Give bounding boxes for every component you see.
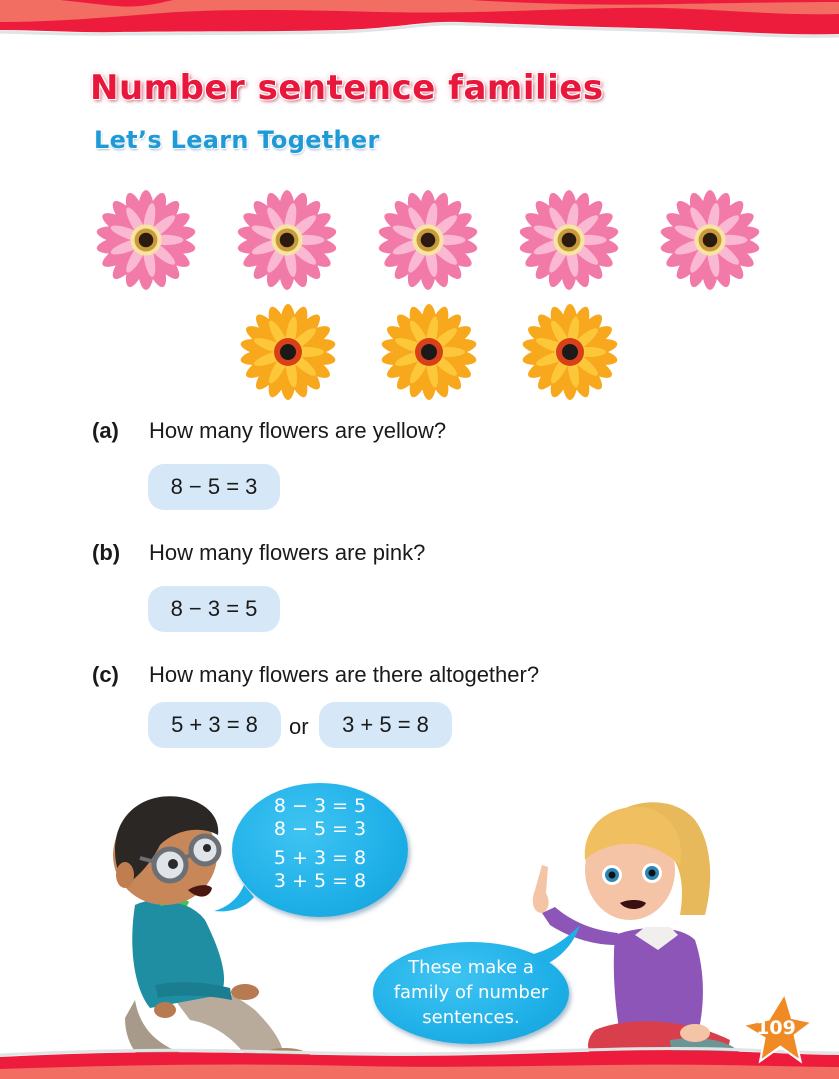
pink-flower-icon [658, 188, 762, 292]
question-b [92, 540, 425, 566]
bubble-line: family of number [393, 982, 549, 1003]
answer-box: 5 + 3 = 8 [148, 702, 281, 748]
question-text: How many flowers are yellow? [149, 418, 447, 443]
answer-box: 3 + 5 = 8 [319, 702, 452, 748]
pink-flower-icon [94, 188, 198, 292]
question-a [92, 418, 446, 444]
bubble-line: These make a [408, 957, 534, 978]
bubble-line: 5 + 3 = 8 [273, 847, 367, 869]
bubble-line: 8 − 3 = 5 [273, 795, 367, 817]
bottom-decorative-band [0, 1033, 839, 1079]
bubble-line: 8 − 5 = 3 [273, 818, 367, 840]
question-label: (c) [92, 662, 119, 687]
pink-flower-icon [235, 188, 339, 292]
pink-flower-icon [517, 188, 621, 292]
speech-bubble-tail [530, 925, 580, 965]
question-c [92, 662, 539, 688]
yellow-flower-icon [379, 302, 479, 402]
yellow-flower-icon [238, 302, 338, 402]
answer-box: 8 − 5 = 3 [148, 464, 280, 510]
question-text: How many flowers are there altogether? [149, 662, 540, 687]
bubble-line: 3 + 5 = 8 [273, 870, 367, 892]
page-number: 109 [756, 1017, 796, 1039]
boy-speech-bubble [232, 783, 408, 917]
top-decorative-band [0, 0, 839, 40]
pink-flower-icon [376, 188, 480, 292]
question-label: (b) [92, 540, 121, 565]
question-label: (a) [92, 418, 119, 443]
answer-box: 8 − 3 = 5 [148, 586, 280, 632]
bubble-line: sentences. [422, 1007, 520, 1028]
yellow-flower-icon [520, 302, 620, 402]
or-connector: or [289, 714, 309, 739]
section-heading: Let’s Learn Together [94, 126, 380, 154]
question-text: How many flowers are pink? [149, 540, 426, 565]
page-title: Number sentence families [90, 68, 604, 108]
speech-bubble-tail [214, 885, 254, 915]
